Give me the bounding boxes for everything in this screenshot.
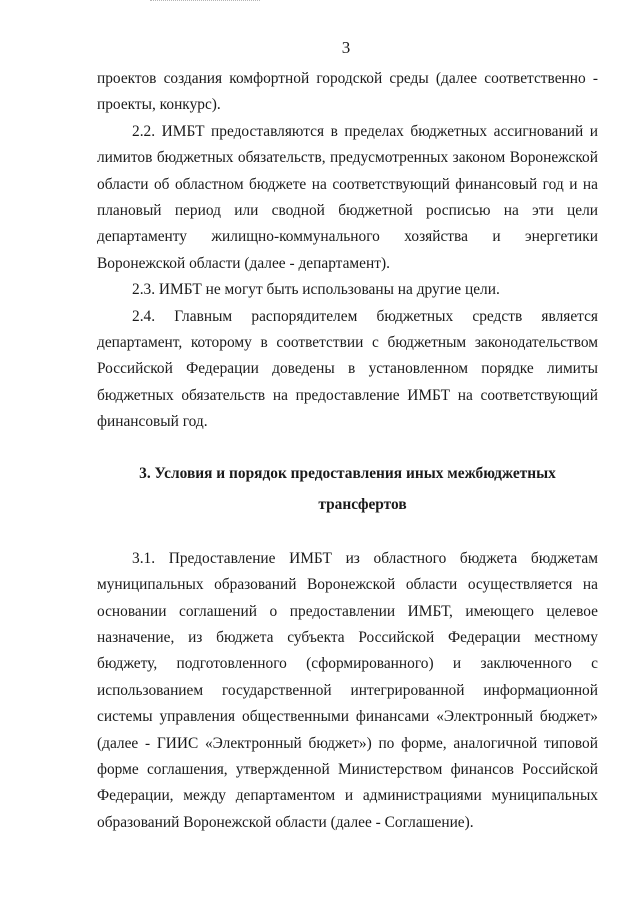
paragraph-2-3: 2.3. ИМБТ не могут быть использованы на другие цели. [132, 281, 500, 299]
section-heading-line-2: трансфертов [318, 495, 407, 513]
paragraph-continuation: проектов создания комфортной городской среды (далее соответственно - проекты, конкурс). [97, 70, 598, 114]
document-body [97, 66, 598, 836]
page-number: 3 [341, 38, 351, 57]
section-heading-line-1: 3. Условия и порядок предоставления иных межбюджетных [139, 464, 556, 482]
paragraph-3-1: 3.1. Предоставление ИМБТ из областного бюджета бюджетам муниципальных образований Воронежской области осуществляется на основании соглашений о предоставлении ИМБТ, имеющего целевое назначение, из бюджета субъекта Российской Федерации местному бюджету, подготовленного (сформированного) и заключенного с использованием государственной интегрированной информационной системы управления общественными финансами «Электронный бюджет» (далее - ГИИС «Электронный бюджет») по форме, аналогичной типовой форме соглашения, утвержденной Министерством финансов Российской Федерации, между департаментом и администрациями муниципальных образований Воронежской области (далее - Соглашение). [97, 549, 598, 831]
paragraph-2-2: 2.2. ИМБТ предоставляются в пределах бюджетных ассигнований и лимитов бюджетных обязательств, предусмотренных законом Воронежской области об областном бюджете на соответствующий финансовый год и на плановый период или сводной бюджетной росписью на эти цели департаменту жилищно-коммунального хозяйства и энергетики Воронежской области (далее - департамент). [97, 122, 598, 272]
paragraph-2-4: 2.4. Главным распорядителем бюджетных средств является департамент, которому в соответствии с бюджетным законодательством Российской Федерации доведены в установленном порядке лимиты бюджетных обязательств на предоставление ИМБТ на соответствующий финансовый год. [97, 307, 598, 431]
section-heading [97, 458, 598, 520]
scan-artifact [150, 0, 260, 4]
